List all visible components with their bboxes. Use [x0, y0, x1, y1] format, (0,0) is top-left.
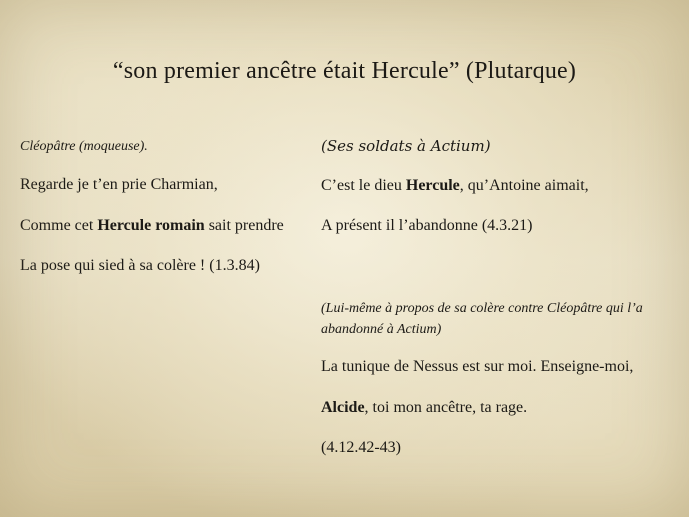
- left-verse-line-2: [20, 216, 284, 236]
- left-verse-line-3: La pose qui sied à sa colère ! (1.3.84): [20, 257, 260, 274]
- right-verse-line-4-end: , toi mon ancêtre, ta rage.: [364, 399, 528, 416]
- hercule-romain-emphasis: Hercule romain: [97, 217, 205, 234]
- left-verse-line-2-end: sait prendre: [204, 217, 284, 234]
- right-context-note-1: (Ses soldats à Actium): [321, 137, 491, 155]
- left-verse-line-1: Regarde je t’en prie Charmian,: [20, 176, 218, 193]
- alcide-emphasis: Alcide: [321, 399, 365, 416]
- right-verse-line-3: La tunique de Nessus est sur moi. Enseigne-moi,: [321, 358, 634, 375]
- left-verse-line-2-start: Comme cet: [20, 217, 98, 234]
- right-verse-line-1-start: C’est le dieu: [321, 177, 406, 194]
- right-verse-line-2: A présent il l’abandonne (4.3.21): [321, 217, 533, 234]
- verse-reference: (4.12.42-43): [321, 439, 401, 456]
- left-speaker-note: Cléopâtre (moqueuse).: [20, 139, 148, 154]
- right-verse-line-1: [321, 176, 589, 196]
- hercule-emphasis: Hercule: [405, 177, 460, 194]
- right-verse-line-1-end: , qu’Antoine aimait,: [459, 177, 589, 194]
- right-context-note-2: (Lui-même à propos de sa colère contre Cléopâtre qui l’a abandonné à Actium): [321, 301, 643, 337]
- slide-title: “son premier ancêtre était Hercule” (Plutarque): [112, 58, 577, 84]
- right-verse-line-4: [321, 398, 527, 418]
